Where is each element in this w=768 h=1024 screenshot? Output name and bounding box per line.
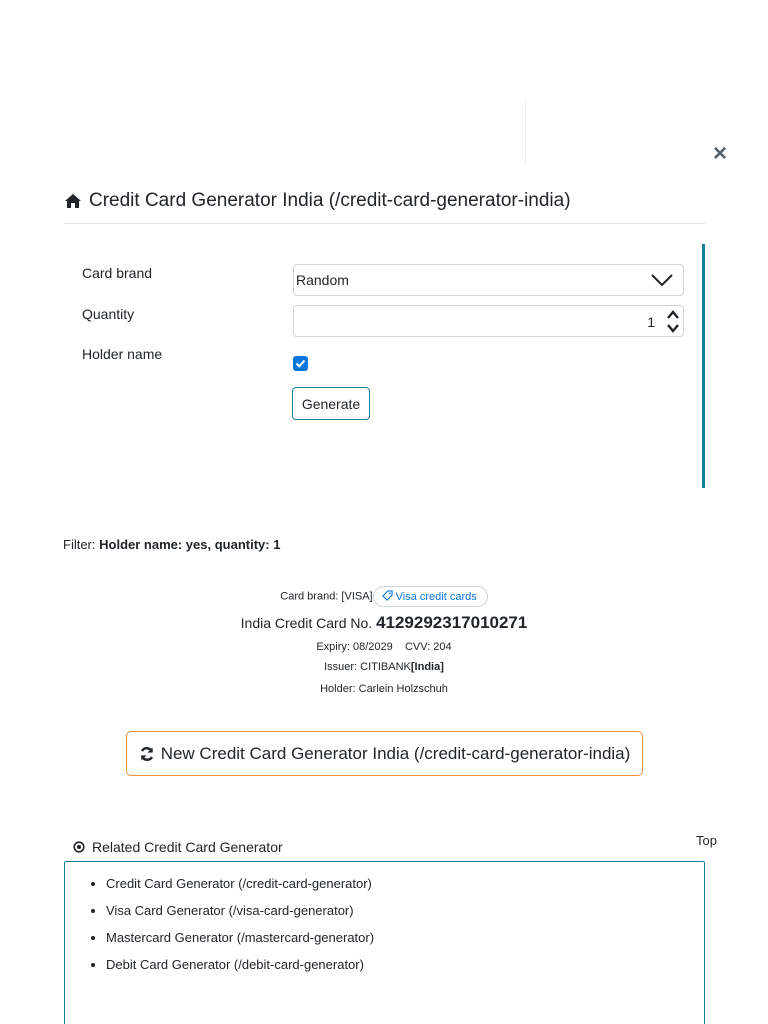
close-icon[interactable]: × <box>712 140 727 167</box>
issuer-country: [India] <box>410 661 444 673</box>
related-link-visa[interactable]: Visa Card Generator (/visa-card-generator) <box>106 903 354 918</box>
home-icon <box>64 193 82 209</box>
list-item <box>106 903 704 930</box>
list-item <box>106 957 704 984</box>
generate-button[interactable]: Generate <box>292 387 370 420</box>
issuer-line <box>0 661 768 673</box>
visa-badge-label: Visa credit cards <box>395 591 477 604</box>
page-title-text: Credit Card Generator India (/credit-card-generator-india) <box>89 190 571 211</box>
expiry-text: Expiry: 08/2029 <box>316 641 393 653</box>
checkbox-check-icon <box>293 356 308 371</box>
filter-prefix: Filter: <box>63 537 96 552</box>
tag-icon <box>382 590 393 601</box>
holder-text: Holder: Carlein Holzschuh <box>320 683 448 695</box>
card-brand-select[interactable] <box>293 264 684 296</box>
card-brand-line <box>0 586 768 607</box>
related-link-mastercard[interactable]: Mastercard Generator (/mastercard-generator) <box>106 930 375 945</box>
issuer-text: Issuer: CITIBANK <box>324 661 411 673</box>
related-title-text: Related Credit Card Generator <box>92 839 283 855</box>
holder-name-checkbox[interactable] <box>293 356 308 371</box>
cvv-text: CVV: 204 <box>404 641 452 653</box>
back-to-top-link[interactable]: Top <box>696 833 717 848</box>
divider-line <box>525 98 526 164</box>
circle-dot-icon <box>73 841 85 853</box>
related-link-debit-card[interactable]: Debit Card Generator (/debit-card-generator) <box>106 957 364 972</box>
visa-cards-badge[interactable] <box>373 586 488 607</box>
chevron-down-icon <box>651 273 673 287</box>
new-card-button-label: New Credit Card Generator India (/credit-card-generator-india) <box>160 743 631 763</box>
filter-summary <box>63 537 280 552</box>
list-item <box>106 930 704 957</box>
quantity-value: 1 <box>647 314 655 330</box>
stepper-icon[interactable] <box>665 307 681 335</box>
card-brand-text: Card brand: [VISA] <box>280 590 373 603</box>
related-generators-list <box>64 861 705 1024</box>
generator-form <box>64 244 705 488</box>
quantity-label: Quantity <box>82 306 135 322</box>
card-brand-value: Random <box>296 272 349 288</box>
filter-value: Holder name: yes, quantity: 1 <box>99 537 281 552</box>
related-section-title <box>73 839 283 855</box>
list-item <box>106 876 704 903</box>
card-brand-label: Card brand <box>82 265 153 281</box>
card-number-prefix: India Credit Card No. <box>240 615 373 631</box>
new-card-button[interactable] <box>126 731 643 776</box>
quantity-input[interactable] <box>293 305 684 337</box>
related-link-credit-card[interactable]: Credit Card Generator (/credit-card-generator) <box>106 876 372 891</box>
expiry-cvv-line <box>0 641 768 653</box>
holder-name-label: Holder name <box>82 346 163 362</box>
page-title <box>64 190 705 224</box>
refresh-icon <box>139 746 155 762</box>
card-number: 4129292317010271 <box>376 613 528 632</box>
card-number-line <box>0 613 768 633</box>
holder-line <box>0 683 768 695</box>
